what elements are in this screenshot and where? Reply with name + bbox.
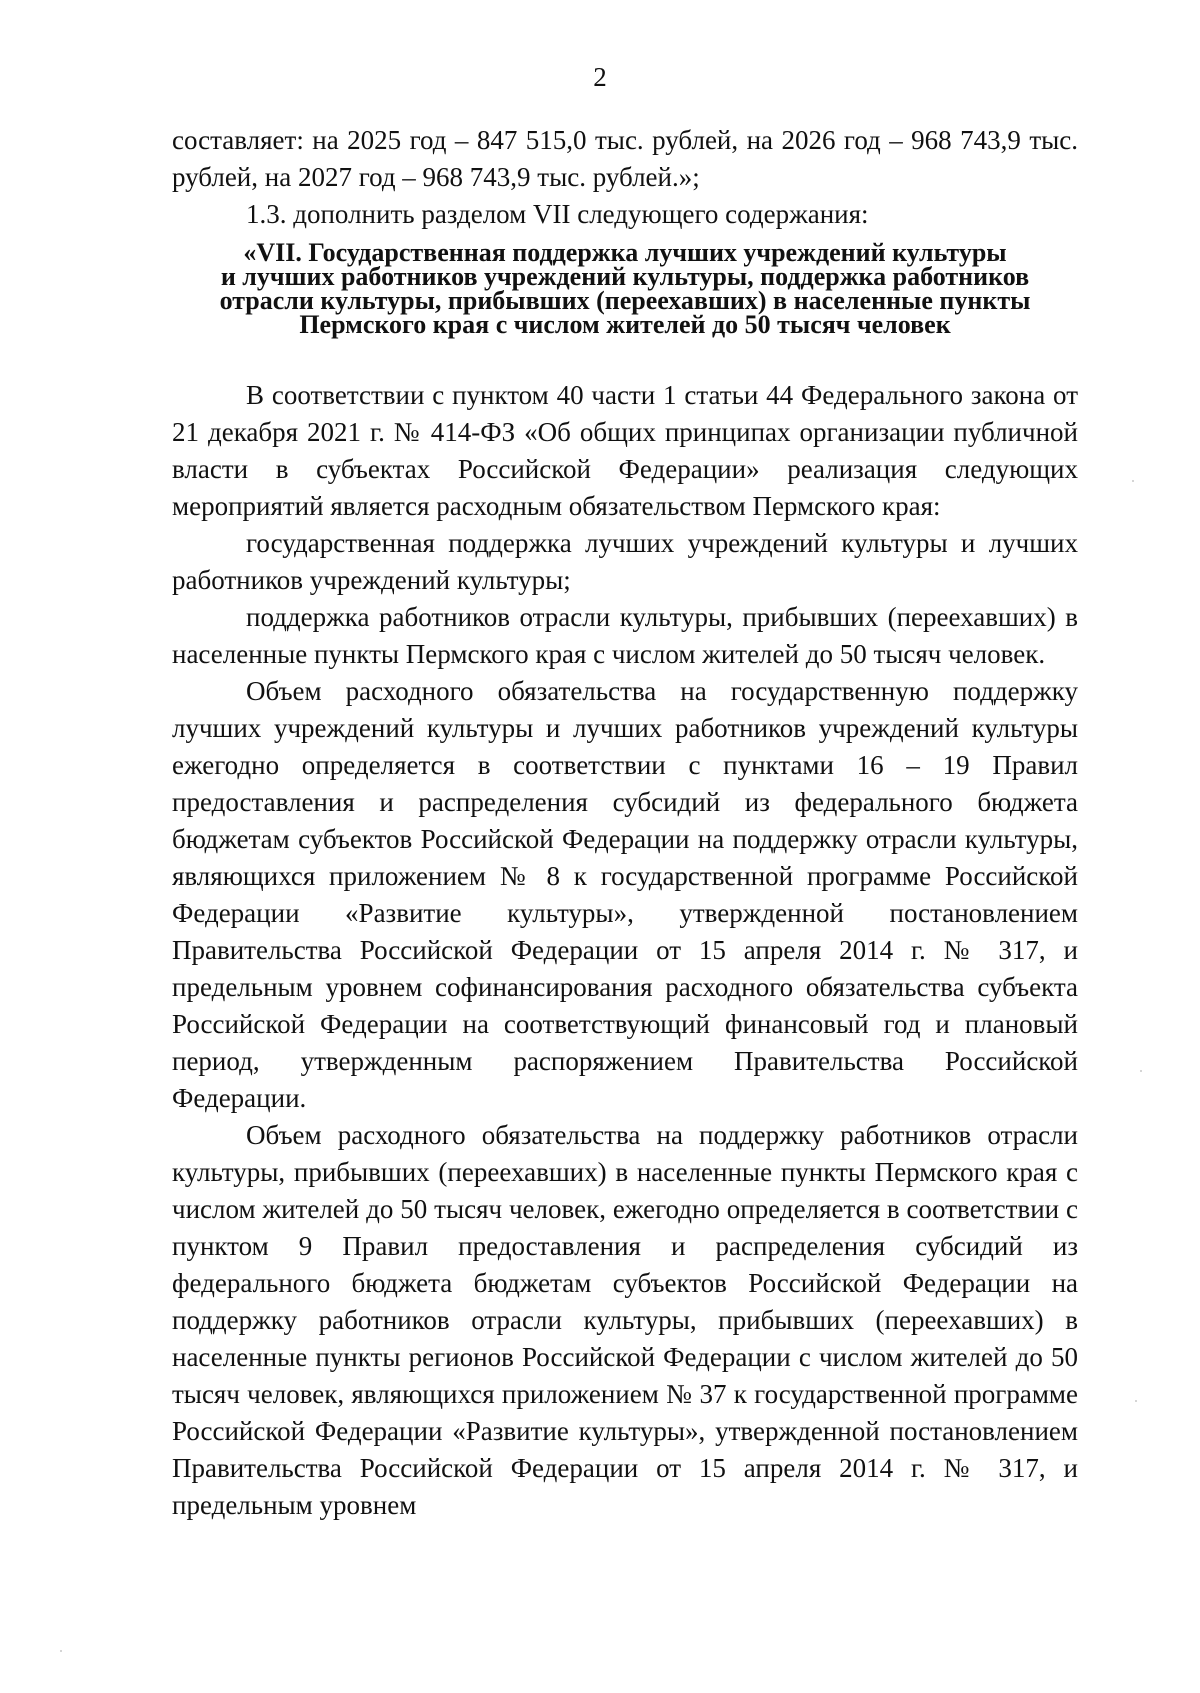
section-heading-line: Пермского края с числом жителей до 50 тысяч человек — [299, 310, 951, 339]
heading-spacer — [172, 337, 1078, 377]
paragraph-measure-2: поддержка работников отрасли культуры, прибывших (переехавших) в населенные пункты Пермского края с числом жителей до 50 тысяч человек. — [172, 602, 1078, 669]
scan-speck — [1135, 1400, 1137, 1402]
paragraph-legal-basis: В соответствии с пунктом 40 части 1 статьи 44 Федерального закона от 21 декабря 2021 г. № 414-ФЗ «Об общих принципах организации публичной власти в субъектах Российской Федерации» реализация следующих мероприятий является расходным обязательством Пермского края: — [172, 380, 1078, 521]
scan-speck — [60, 1650, 62, 1652]
paragraph-volume-support: Объем расходного обязательства на государственную поддержку лучших учреждений культуры и лучших работников учреждений культуры ежегодно определяется в соответствии с пунктами 16 – 19 Правил предоставления и распределения субсидий из федерального бюджета бюджетам субъектов Российской Федерации на поддержку отрасли культуры, являющихся приложением № 8 к государственной программе Российской Федерации «Развитие культуры», утвержденной постановлением Правительства Российской Федерации от 15 апреля 2014 г. № 317, и предельным уровнем софинансирования расходного обязательства субъекта Российской Федерации на соответствующий финансовый год и плановый период, утвержденным распоряжением Правительства Российской Федерации. — [172, 676, 1078, 1113]
section-heading — [172, 238, 1078, 339]
section-heading-line: «VII. Государственная поддержка лучших учреждений культуры — [243, 238, 1007, 267]
paragraph-measure-1: государственная поддержка лучших учреждений культуры и лучших работников учреждений культуры; — [172, 528, 1078, 595]
section-heading-line: отрасли культуры, прибывших (переехавших) в населенные пункты — [219, 286, 1031, 315]
scan-speck — [1132, 480, 1134, 482]
section-heading-line: и лучших работников учреждений культуры, поддержка работников — [220, 262, 1030, 291]
intro-continuation: составляет: на 2025 год – 847 515,0 тыс. рублей, на 2026 год – 968 743,9 тыс. рублей, на 2027 год – 968 743,9 тыс. рублей.»; — [172, 125, 1078, 192]
page-number: 2 — [593, 62, 607, 92]
paragraph-volume-relocated: Объем расходного обязательства на поддержку работников отрасли культуры, прибывших (переехавших) в населенные пункты Пермского края с числом жителей до 50 тысяч человек, ежегодно определяется в соответствии с пунктом 9 Правил предоставления и распределения субсидий из федерального бюджета бюджетам субъектов Российской Федерации на поддержку работников отрасли культуры, прибывших (переехавших) в населенные пункты регионов Российской Федерации с числом жителей до 50 тысяч человек, являющихся приложением № 37 к государственной программе Российской Федерации «Развитие культуры», утвержденной постановлением Правительства Российской Федерации от 15 апреля 2014 г. № 317, и предельным уровнем — [172, 1120, 1078, 1520]
document-body — [172, 122, 1078, 1524]
item-1-3: 1.3. дополнить разделом VII следующего содержания: — [246, 199, 869, 229]
scan-speck — [1140, 1070, 1142, 1072]
